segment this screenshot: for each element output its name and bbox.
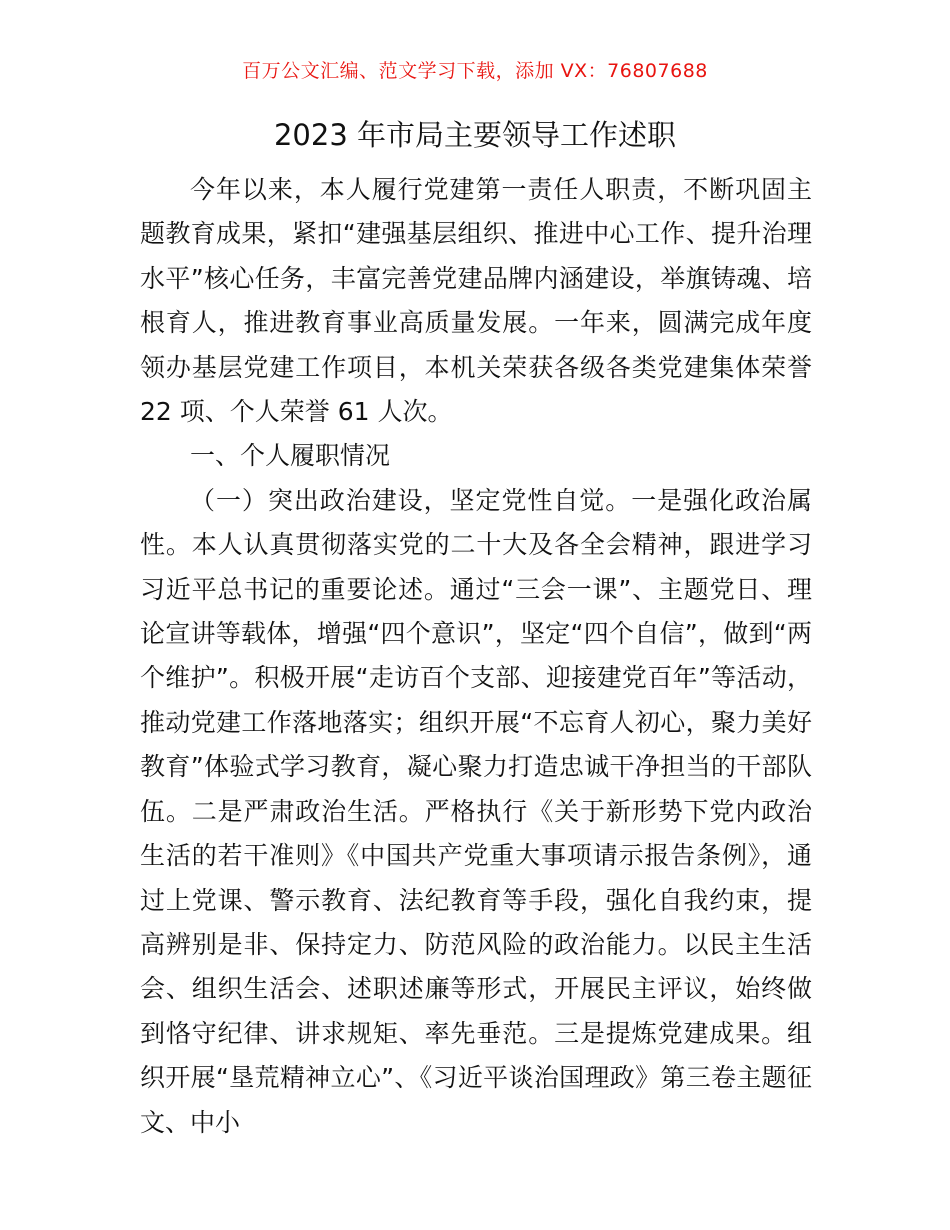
section-paragraph: （一）突出政治建设，坚定党性自觉。一是强化政治属性。本人认真贯彻落实党的二十大及各全会精神，跟进学习习近平总书记的重要论述。通过“三会一课”、主题党日、理论宣讲等载体，增强“四个意识”，坚定“四个自信”，做到“两个维护”。积极开展“走访百个支部、迎接建党百年”等活动，推动党建工作落地落实；组织开展“不忘育人初心，聚力美好教育”体验式学习教育，凝心聚力打造忠诚干净担当的干部队伍。二是严肃政治生活。严格执行《关于新形势下党内政治生活的若干准则》《中国共产党重大事项请示报告条例》，通过上党课、警示教育、法纪教育等手段，强化自我约束，提高辨别是非、保持定力、防范风险的政治能力。以民主生活会、组织生活会、述职述廉等形式，开展民主评议，始终做到恪守纪律、讲求规矩、率先垂范。三是提炼党建成果。组织开展“垦荒精神立心”、《习近平谈治国理政》第三卷主题征文、中小	[140, 485, 812, 1137]
section-heading: 一、个人履职情况	[190, 441, 391, 471]
watermark-banner: 百万公文汇编、范文学习下载，添加 VX：76807688	[242, 60, 708, 82]
document-body	[140, 168, 812, 1145]
document-title: 2023 年市局主要领导工作述职	[273, 118, 677, 152]
intro-paragraph: 今年以来，本人履行党建第一责任人职责，不断巩固主题教育成果，紧扣“建强基层组织、推进中心工作、提升治理水平”核心任务，丰富完善党建品牌内涵建设，举旗铸魂、培根育人，推进教育事业高质量发展。一年来，圆满完成年度领办基层党建工作项目，本机关荣获各级各类党建集体荣誉 22 项、个人荣誉 61 人次。	[140, 175, 812, 427]
